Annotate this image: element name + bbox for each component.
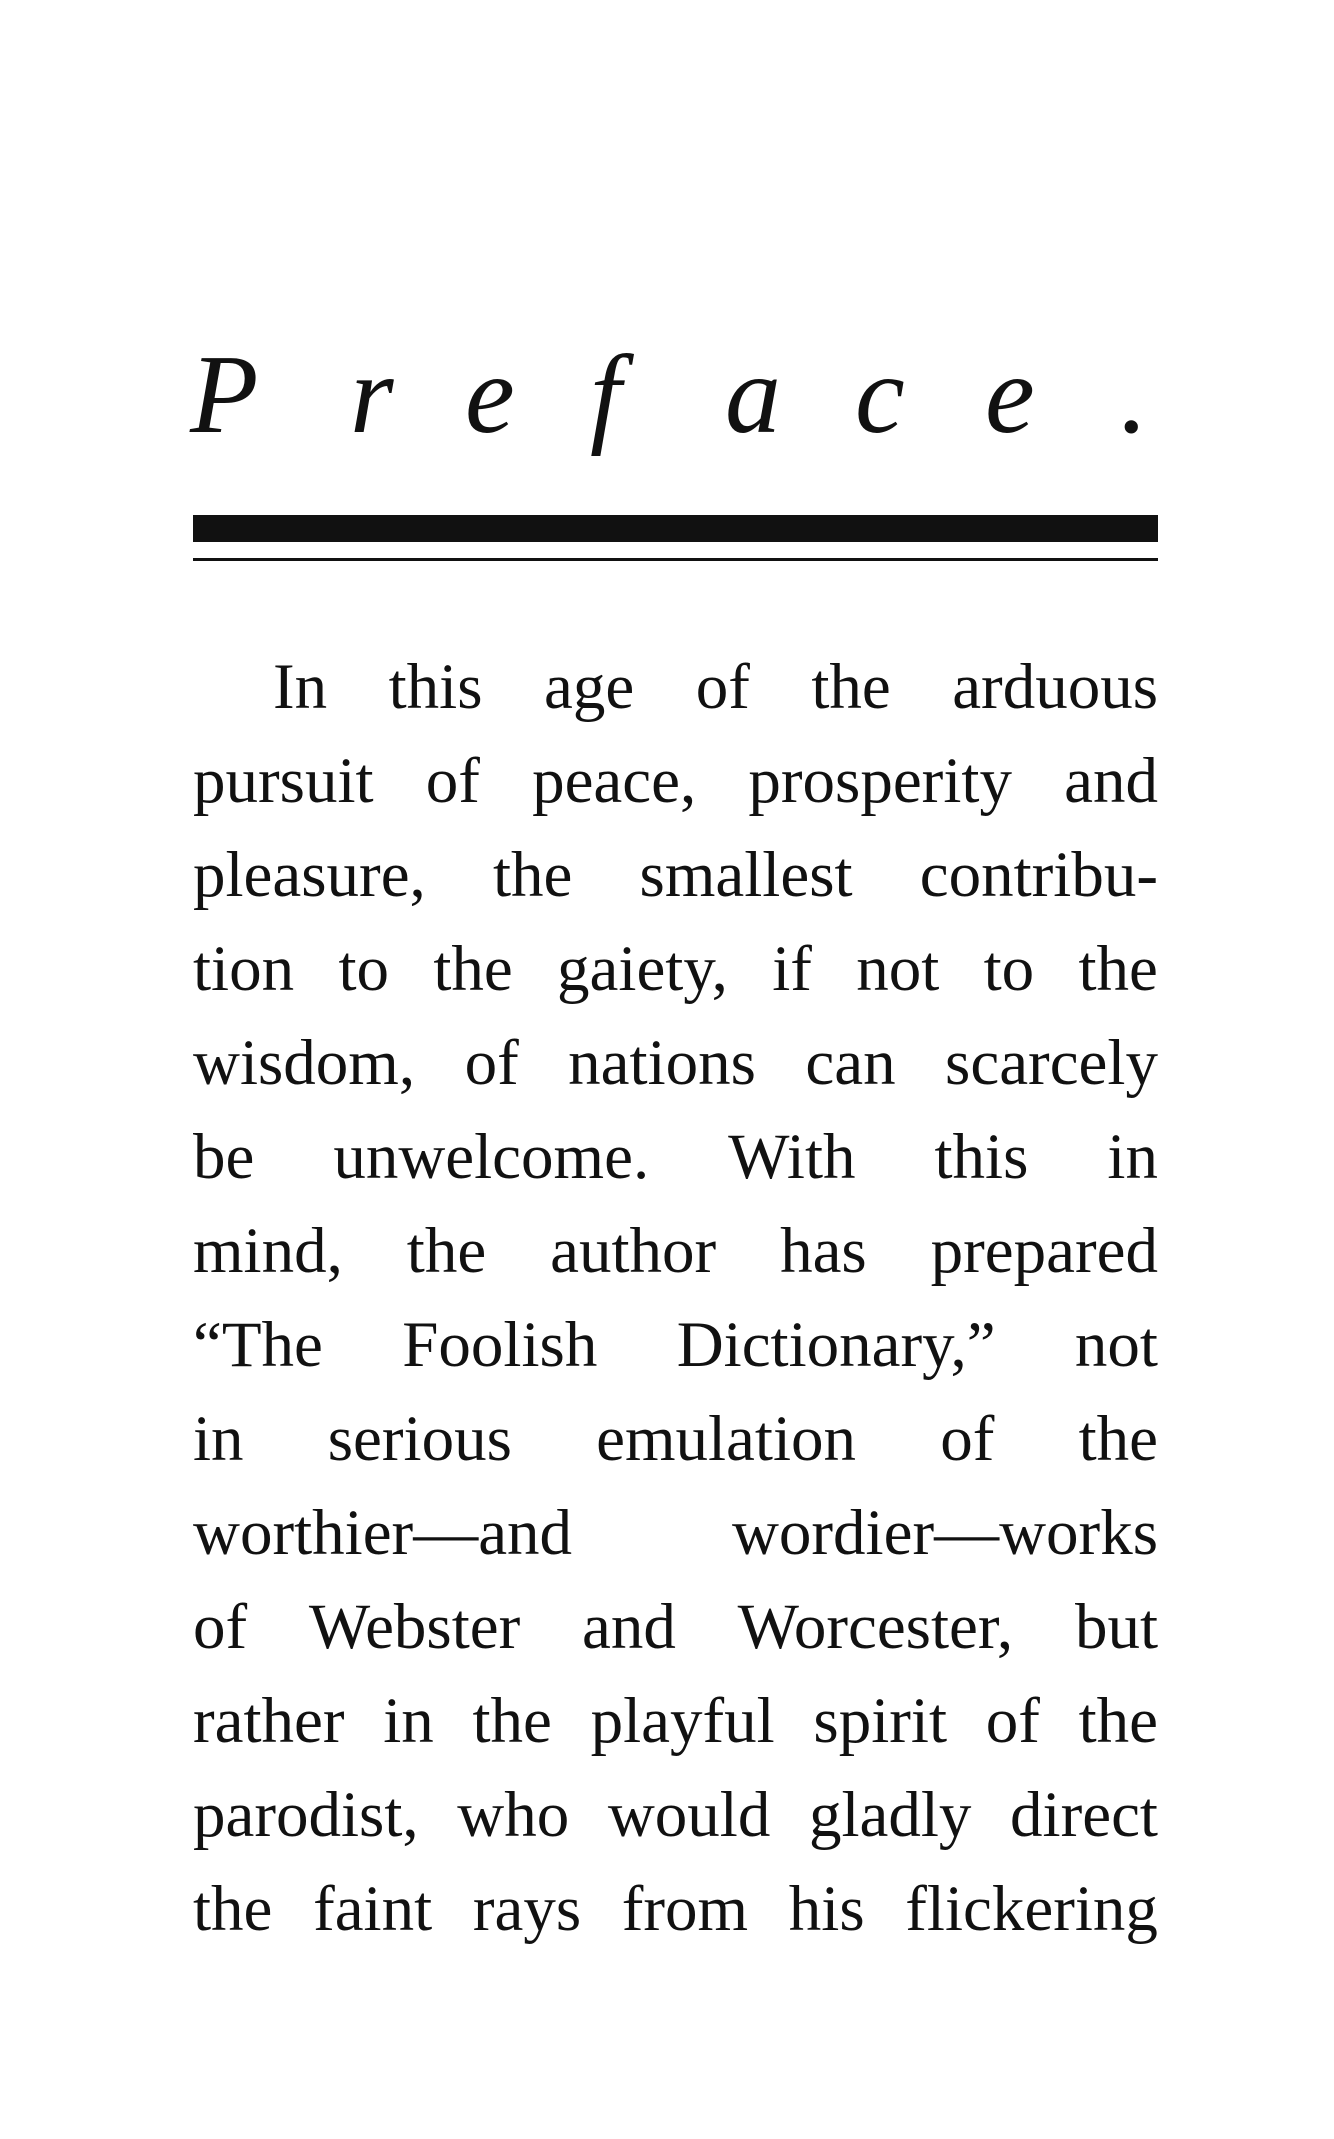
word: of: [940, 1403, 995, 1475]
word: pleasure,: [193, 839, 426, 911]
word: the: [1078, 1685, 1158, 1757]
word: mind,: [193, 1215, 343, 1287]
word: in: [193, 1403, 244, 1475]
word: pursuit: [193, 745, 374, 817]
word: Webster: [308, 1591, 521, 1663]
word: contribu-: [919, 839, 1158, 911]
word: and: [582, 1591, 676, 1663]
word: gaiety,: [557, 933, 728, 1005]
word: peace,: [532, 745, 697, 817]
word: to: [338, 933, 389, 1005]
word: of: [985, 1685, 1040, 1757]
word: wisdom,: [193, 1027, 416, 1099]
word: gladly: [808, 1779, 972, 1851]
page-title: [190, 325, 1160, 465]
text-line: [193, 1298, 1158, 1392]
word: arduous: [952, 651, 1158, 723]
title-letter: c: [855, 333, 905, 457]
word: author: [550, 1215, 717, 1287]
text-line: [193, 1486, 1158, 1580]
word: rays: [472, 1873, 582, 1945]
word: of: [193, 1591, 248, 1663]
word: this: [934, 1121, 1029, 1193]
word: faint: [313, 1873, 433, 1945]
word: spirit: [813, 1685, 948, 1757]
word: the: [472, 1685, 552, 1757]
word: “The: [193, 1309, 323, 1381]
title-letter: r: [350, 333, 394, 457]
word: age: [544, 651, 635, 723]
text-line: [193, 1768, 1158, 1862]
word: flickering: [905, 1873, 1158, 1945]
word: of: [695, 651, 750, 723]
word: serious: [327, 1403, 512, 1475]
word: of: [425, 745, 480, 817]
word: can: [805, 1027, 896, 1099]
word: the: [1078, 1403, 1158, 1475]
word: the: [492, 839, 573, 911]
text-line: [193, 1016, 1158, 1110]
word: in: [1107, 1121, 1158, 1193]
word: emulation: [596, 1403, 857, 1475]
word: who: [457, 1779, 570, 1851]
text-line: [193, 922, 1158, 1016]
word: has: [780, 1215, 867, 1287]
word: of: [464, 1027, 519, 1099]
word: rather: [193, 1685, 345, 1757]
word: from: [621, 1873, 749, 1945]
word: to: [983, 933, 1035, 1005]
word: his: [788, 1873, 865, 1945]
title-letter: .: [1120, 333, 1148, 457]
word: playful: [590, 1685, 775, 1757]
title-letter: f: [590, 333, 622, 457]
word: in: [383, 1685, 434, 1757]
text-line: [193, 1580, 1158, 1674]
title-letter: e: [985, 333, 1035, 457]
word: direct: [1010, 1779, 1158, 1851]
text-line: [193, 828, 1158, 922]
word: prepared: [930, 1215, 1158, 1287]
text-line: [193, 734, 1158, 828]
word: wordier—works: [731, 1497, 1158, 1569]
word: nations: [568, 1027, 756, 1099]
text-line: [193, 1392, 1158, 1486]
word: the: [193, 1873, 273, 1945]
word: Dictionary,”: [676, 1309, 996, 1381]
word: smallest: [639, 839, 853, 911]
word: and: [1064, 745, 1158, 817]
text-line: [193, 1862, 1158, 1956]
word: not: [856, 933, 940, 1005]
text-line: [193, 1204, 1158, 1298]
title-letter: e: [465, 333, 515, 457]
title-letter: a: [725, 333, 781, 457]
word: but: [1074, 1591, 1158, 1663]
preface-text: [193, 640, 1158, 1956]
word: With: [728, 1121, 856, 1193]
thick-rule-divider: [193, 515, 1158, 542]
word: unwelcome.: [333, 1121, 650, 1193]
word: In: [273, 651, 328, 723]
text-line: [193, 1110, 1158, 1204]
word: scarcely: [945, 1027, 1158, 1099]
text-line: [193, 640, 1158, 734]
word: would: [607, 1779, 771, 1851]
text-line: [193, 1674, 1158, 1768]
word: Worcester,: [737, 1591, 1014, 1663]
word: prosperity: [748, 745, 1012, 817]
thin-rule-divider: [193, 558, 1158, 561]
word: tion: [193, 933, 295, 1005]
word: the: [406, 1215, 487, 1287]
word: Foolish: [402, 1309, 598, 1381]
word: the: [433, 933, 513, 1005]
word: not: [1074, 1309, 1158, 1381]
word: be: [193, 1121, 255, 1193]
word: if: [772, 933, 812, 1005]
title-letter: P: [190, 333, 259, 457]
word: the: [1078, 933, 1158, 1005]
word: the: [811, 651, 891, 723]
word: worthier—and: [193, 1497, 573, 1569]
word: parodist,: [193, 1779, 419, 1851]
word: this: [388, 651, 483, 723]
